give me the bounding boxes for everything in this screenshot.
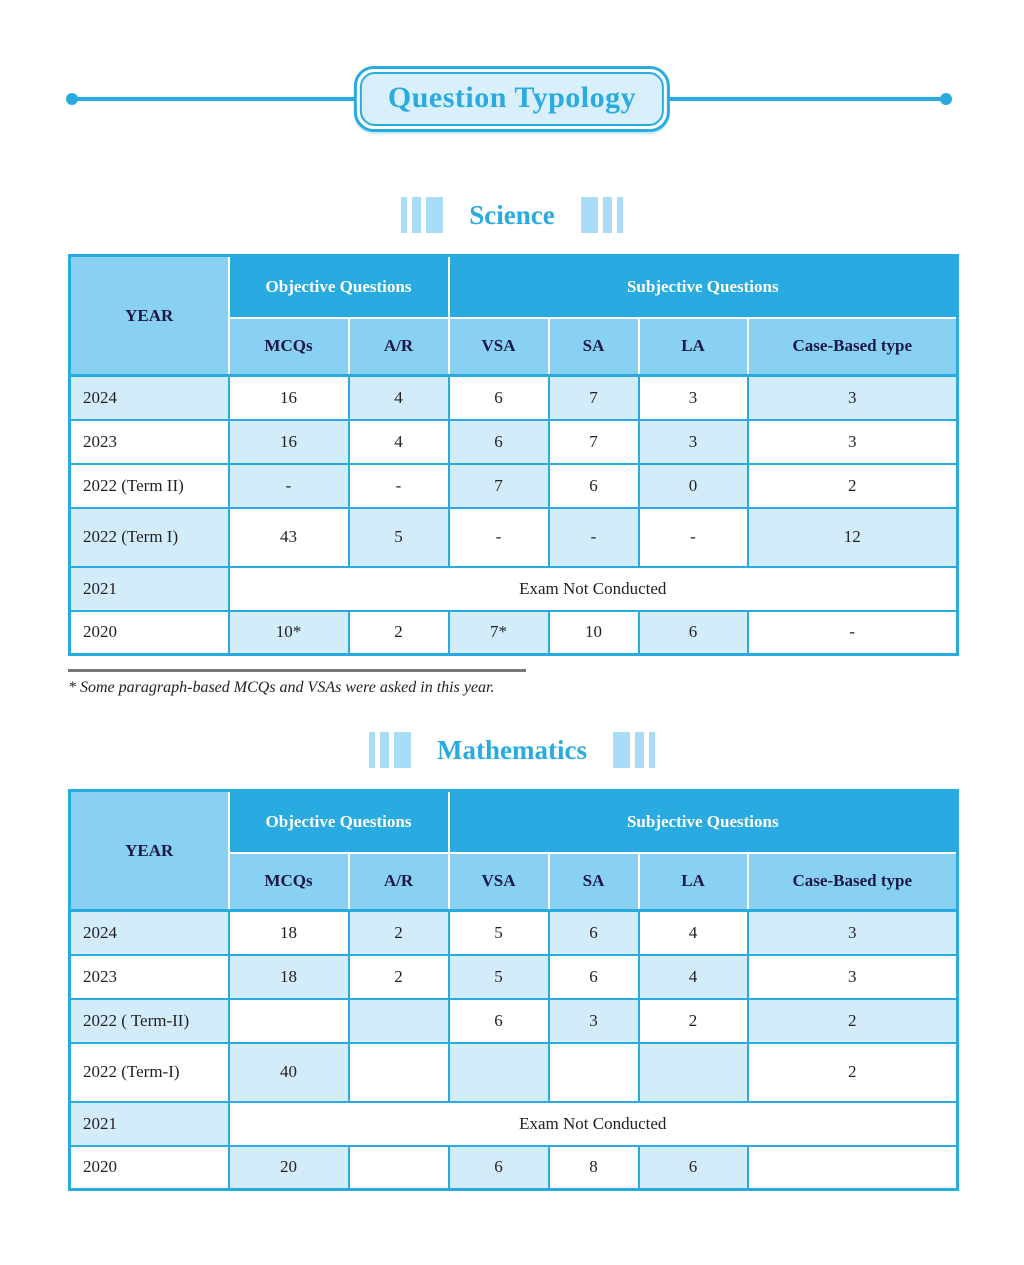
science-table	[68, 254, 959, 656]
mathematics-table	[68, 789, 959, 1191]
value-cell: 6	[549, 955, 639, 999]
science-table-header	[70, 256, 958, 376]
value-cell: 3	[748, 955, 958, 999]
value-cell: 3	[748, 376, 958, 420]
table-row	[70, 611, 958, 655]
header-group-row	[70, 791, 958, 853]
year-cell: 2022 (Term I)	[70, 508, 229, 567]
decoration-bar	[603, 197, 612, 233]
table-row	[70, 1102, 958, 1146]
value-cell	[748, 1146, 958, 1190]
value-cell	[229, 999, 349, 1043]
decoration-bar	[613, 732, 630, 768]
value-cell: 6	[639, 611, 748, 655]
subjective-questions-header: Subjective Questions	[449, 791, 958, 853]
decoration-bar	[380, 732, 389, 768]
footnote-rule	[68, 669, 526, 672]
year-cell: 2023	[70, 955, 229, 999]
value-cell: 2	[748, 464, 958, 508]
table-row	[70, 567, 958, 611]
header-group-row	[70, 256, 958, 318]
value-cell: 4	[349, 376, 449, 420]
year-cell: 2020	[70, 1146, 229, 1190]
decoration-bar	[426, 197, 443, 233]
value-cell: 10	[549, 611, 639, 655]
merged-note-cell: Exam Not Conducted	[229, 567, 958, 611]
value-cell: 2	[639, 999, 748, 1043]
year-cell: 2020	[70, 611, 229, 655]
value-cell: 16	[229, 376, 349, 420]
value-cell: 0	[639, 464, 748, 508]
table-row	[70, 508, 958, 567]
value-cell: 8	[549, 1146, 639, 1190]
page-title: Question Typology	[387, 81, 637, 114]
objective-questions-header: Objective Questions	[229, 791, 449, 853]
value-cell: 18	[229, 955, 349, 999]
ar-header: A/R	[349, 318, 449, 376]
year-cell: 2022 (Term-I)	[70, 1043, 229, 1102]
table-row	[70, 955, 958, 999]
year-cell: 2021	[70, 1102, 229, 1146]
year-header: YEAR	[70, 256, 229, 376]
decoration-bar	[401, 197, 407, 233]
decoration-bar	[635, 732, 644, 768]
value-cell: 5	[349, 508, 449, 567]
page-title-box	[354, 66, 670, 132]
value-cell: 2	[349, 911, 449, 955]
value-cell: -	[449, 508, 549, 567]
table-row	[70, 1043, 958, 1102]
case-based-header: Case-Based type	[748, 853, 958, 911]
value-cell: 12	[748, 508, 958, 567]
value-cell	[349, 1146, 449, 1190]
year-cell: 2022 (Term II)	[70, 464, 229, 508]
value-cell: 6	[549, 464, 639, 508]
science-table-body	[70, 376, 958, 655]
title-band	[0, 0, 1024, 132]
ar-header: A/R	[349, 853, 449, 911]
footnote-block	[68, 669, 1024, 697]
value-cell: 3	[748, 911, 958, 955]
case-based-header: Case-Based type	[748, 318, 958, 376]
sa-header: SA	[549, 853, 639, 911]
table-row	[70, 420, 958, 464]
value-cell: 7	[449, 464, 549, 508]
sa-header: SA	[549, 318, 639, 376]
year-cell: 2021	[70, 567, 229, 611]
table-row	[70, 911, 958, 955]
value-cell: 43	[229, 508, 349, 567]
value-cell: 7	[549, 376, 639, 420]
mathematics-table-body	[70, 911, 958, 1190]
value-cell: 10*	[229, 611, 349, 655]
value-cell	[549, 1043, 639, 1102]
value-cell: 18	[229, 911, 349, 955]
value-cell: 7	[549, 420, 639, 464]
value-cell: 2	[748, 999, 958, 1043]
year-header: YEAR	[70, 791, 229, 911]
value-cell: 6	[449, 999, 549, 1043]
table-row	[70, 1146, 958, 1190]
value-cell: 5	[449, 955, 549, 999]
value-cell: 2	[349, 955, 449, 999]
value-cell: 40	[229, 1043, 349, 1102]
section-heading-science	[0, 196, 1024, 234]
year-cell: 2024	[70, 376, 229, 420]
section-heading-text: Mathematics	[437, 734, 587, 765]
value-cell: 6	[449, 376, 549, 420]
value-cell: 3	[639, 376, 748, 420]
section-heading-text: Science	[469, 199, 555, 230]
decoration-bar	[649, 732, 655, 768]
merged-note-cell: Exam Not Conducted	[229, 1102, 958, 1146]
heading-decoration-left	[369, 732, 411, 768]
decoration-bar	[369, 732, 375, 768]
table-row	[70, 376, 958, 420]
table-row	[70, 464, 958, 508]
decoration-bar	[394, 732, 411, 768]
value-cell: 5	[449, 911, 549, 955]
page-title-box-inner	[360, 72, 664, 126]
value-cell: 4	[639, 911, 748, 955]
value-cell: -	[229, 464, 349, 508]
footnote: * Some paragraph-based MCQs and VSAs were asked in this year.	[68, 679, 495, 696]
value-cell: 7*	[449, 611, 549, 655]
year-cell: 2022 ( Term-II)	[70, 999, 229, 1043]
mathematics-table-header	[70, 791, 958, 911]
decoration-bar	[581, 197, 598, 233]
table-row	[70, 999, 958, 1043]
vsa-header: VSA	[449, 853, 549, 911]
vsa-header: VSA	[449, 318, 549, 376]
value-cell: -	[349, 464, 449, 508]
mcqs-header: MCQs	[229, 318, 349, 376]
value-cell	[449, 1043, 549, 1102]
value-cell: 3	[549, 999, 639, 1043]
value-cell: -	[549, 508, 639, 567]
subjective-questions-header: Subjective Questions	[449, 256, 958, 318]
value-cell	[349, 999, 449, 1043]
decoration-bar	[617, 197, 623, 233]
value-cell: 16	[229, 420, 349, 464]
value-cell: 6	[639, 1146, 748, 1190]
year-cell: 2024	[70, 911, 229, 955]
value-cell: 6	[449, 1146, 549, 1190]
value-cell: 3	[639, 420, 748, 464]
value-cell: 2	[349, 611, 449, 655]
heading-decoration-right	[581, 197, 623, 233]
value-cell: 20	[229, 1146, 349, 1190]
value-cell	[349, 1043, 449, 1102]
value-cell	[639, 1043, 748, 1102]
value-cell: 4	[349, 420, 449, 464]
la-header: LA	[639, 853, 748, 911]
value-cell: 3	[748, 420, 958, 464]
value-cell: -	[639, 508, 748, 567]
mcqs-header: MCQs	[229, 853, 349, 911]
value-cell: 6	[449, 420, 549, 464]
value-cell: -	[748, 611, 958, 655]
year-cell: 2023	[70, 420, 229, 464]
section-heading-mathematics	[0, 731, 1024, 769]
value-cell: 6	[549, 911, 639, 955]
decoration-bar	[412, 197, 421, 233]
value-cell: 2	[748, 1043, 958, 1102]
heading-decoration-left	[401, 197, 443, 233]
heading-decoration-right	[613, 732, 655, 768]
value-cell: 4	[639, 955, 748, 999]
objective-questions-header: Objective Questions	[229, 256, 449, 318]
la-header: LA	[639, 318, 748, 376]
